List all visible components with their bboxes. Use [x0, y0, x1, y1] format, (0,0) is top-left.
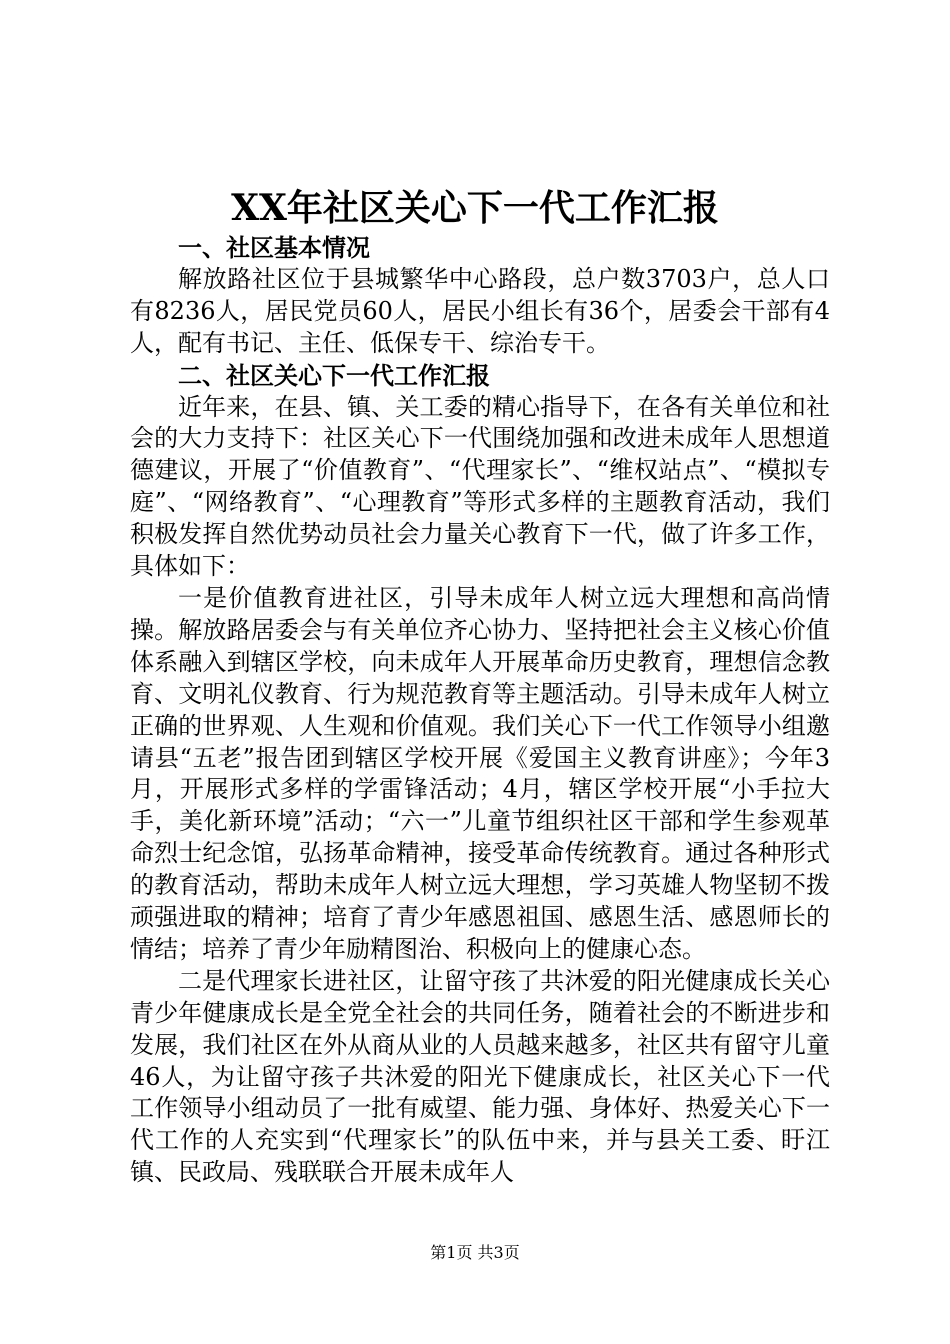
- page-number-footer: 第1页 共3页: [430, 1243, 520, 1262]
- section-heading: 二、社区关心下一代工作汇报: [178, 360, 490, 390]
- paragraph: 解放路社区位于县城繁华中心路段，总户数3703户，总人口有8236人，居民党员60人，居民小组长有36个，居委会干部有4人，配有书记、主任、低保专干、综治专干。: [130, 264, 830, 357]
- section-heading: 一、社区基本情况: [178, 233, 370, 262]
- paragraph: 近年来，在县、镇、关工委的精心指导下，在各有关单位和社会的大力支持下：社区关心下一代围绕加强和改进未成年人思想道德建议，开展了“价值教育”、“代理家长”、“维权站点”、“模拟专庭”、“网络教育”、“心理教育”等形式多样的主题教育活动，我们积极发挥自然优势动员社会力量关心教育下一代，做了许多工作，具体如下：: [130, 392, 830, 581]
- paragraph: 一是价值教育进社区，引导未成年人树立远大理想和高尚情操。解放路居委会与有关单位齐心协力、坚持把社会主义核心价值体系融入到辖区学校，向未成年人开展革命历史教育，理想信念教育、文明礼仪教育、行为规范教育等主题活动。引导未成年人树立正确的世界观、人生观和价值观。我们关心下一代工作领导小组邀请县“五老”报告团到辖区学校开展《爱国主义教育讲座》；今年3月，开展形式多样的学雷锋活动；4月，辖区学校开展“小手拉大手，美化新环境”活动；“六一”儿童节组织社区干部和学生参观革命烈士纪念馆，弘扬革命精神，接受革命传统教育。通过各种形式的教育活动，帮助未成年人树立远大理想，学习英雄人物坚韧不拨顽强进取的精神；培育了青少年感恩祖国、感恩生活、感恩师长的情结；培养了青少年励精图治、积极向上的健康心态。: [130, 583, 830, 963]
- paragraph: 二是代理家长进社区，让留守孩了共沐爱的阳光健康成长关心青少年健康成长是全党全社会的共同任务，随着社会的不断进步和发展，我们社区在外从商从业的人员越来越多，社区共有留守儿童46人，为让留守孩子共沐爱的阳光下健康成长，社区关心下一代工作领导小组动员了一批有威望、能力强、身体好、热爱关心下一代工作的人充实到“代理家长”的队伍中来，并与县关工委、盱江镇、民政局、残联联合开展未成年人: [130, 966, 830, 1187]
- document-body: [130, 232, 830, 1189]
- document-title: XX年社区关心下一代工作汇报: [231, 187, 719, 229]
